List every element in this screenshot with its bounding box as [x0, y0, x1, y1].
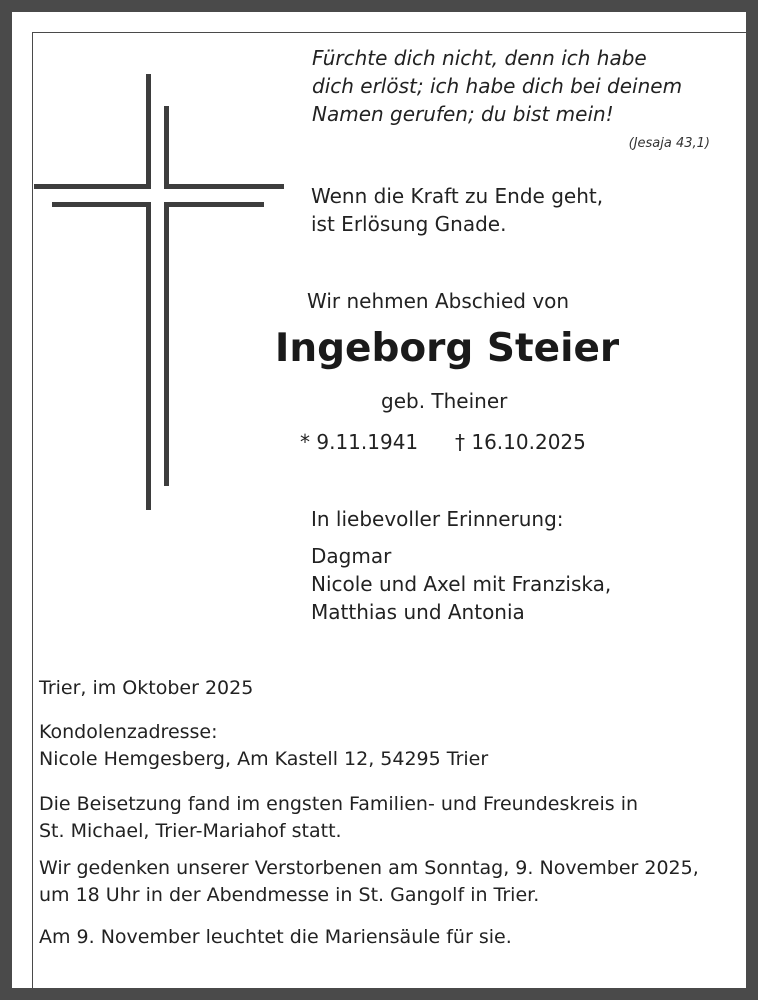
memorial-line: Wir gedenken unserer Verstorbenen am Sonntag, 9. November 2025,: [39, 857, 699, 879]
memorial-service-note: [39, 855, 699, 909]
mourner-line: Nicole und Axel mit Franziska,: [311, 572, 612, 596]
condolence-label: Kondolenzadresse:: [39, 721, 218, 743]
burial-line: Die Beisetzung fand im engsten Familien- und Freundeskreis in: [39, 793, 639, 815]
burial-note: [39, 791, 638, 845]
mourners-list: [311, 542, 611, 626]
bible-quote: [312, 44, 682, 128]
quote-line: Fürchte dich nicht, denn ich habe: [312, 46, 647, 70]
deceased-name-text: Ingeborg Steier: [274, 326, 620, 371]
mourner-line: Dagmar: [311, 544, 392, 568]
verse: [311, 182, 603, 238]
verse-line: ist Erlösung Gnade.: [311, 212, 507, 236]
quote-line: dich erlöst; ich habe dich bei deinem: [312, 74, 683, 98]
quote-reference: (Jesaja 43,1): [628, 136, 710, 151]
condolence-address: Nicole Hemgesberg, Am Kastell 12, 54295 Trier: [39, 748, 489, 770]
quote-line: Namen gerufen; du bist mein!: [312, 102, 614, 126]
deceased-name: [0, 326, 758, 371]
verse-line: Wenn die Kraft zu Ende geht,: [311, 184, 604, 208]
birth-date: * 9.11.1941: [300, 430, 419, 454]
memorial-line: um 18 Uhr in der Abendmesse in St. Gangolf in Trier.: [39, 884, 540, 906]
cross-icon: [30, 70, 290, 520]
place-date: Trier, im Oktober 2025: [39, 677, 254, 699]
mourner-line: Matthias und Antonia: [311, 600, 525, 624]
mourners-heading: In liebevoller Erinnerung:: [311, 507, 564, 531]
death-date: † 16.10.2025: [455, 430, 586, 454]
farewell-intro: Wir nehmen Abschied von: [307, 289, 570, 313]
maiden-name: geb. Theiner: [381, 389, 508, 413]
condolence-block: [39, 719, 488, 773]
burial-line: St. Michael, Trier-Mariahof statt.: [39, 820, 342, 842]
candle-note: Am 9. November leuchtet die Mariensäule für sie.: [39, 926, 512, 948]
